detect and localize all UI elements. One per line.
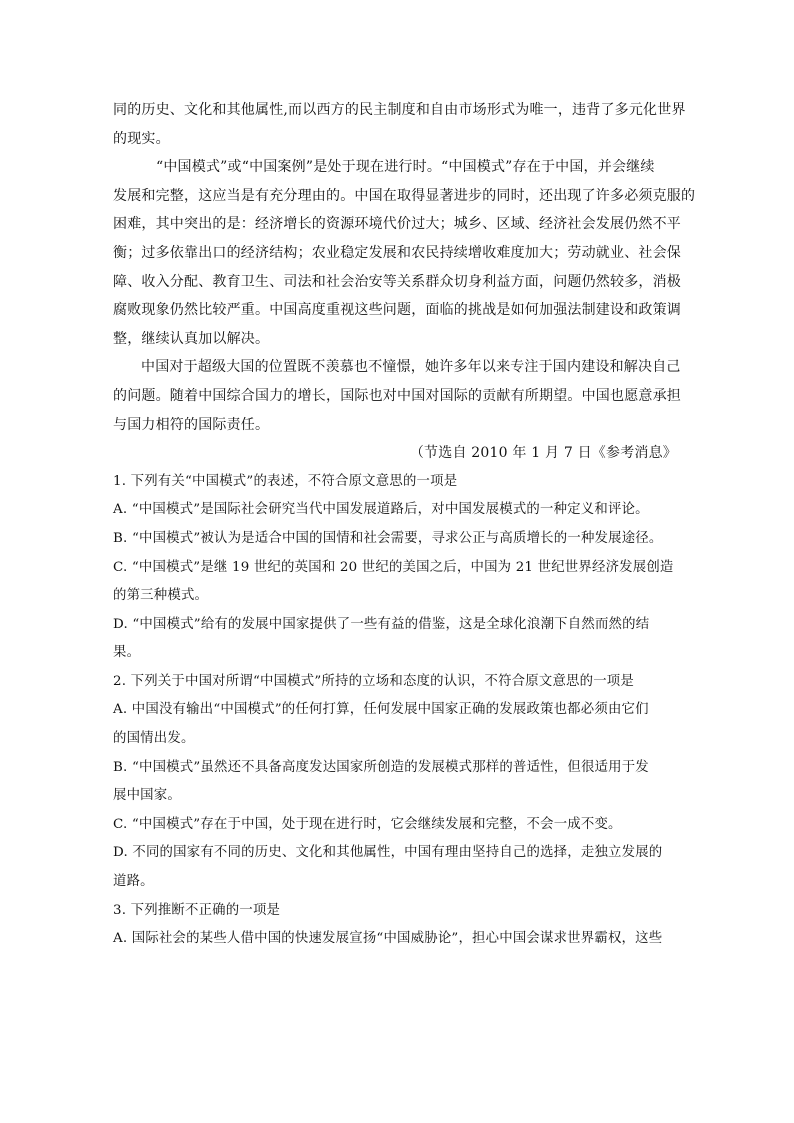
document-body xyxy=(113,96,696,954)
paragraph-line: 的问题。随着中国综合国力的增长，国际也对中国对国际的贡献有所期望。中国也愿意承担 xyxy=(113,387,681,404)
question-1-option-c: C. “中国模式”是继 19 世纪的英国和 20 世纪的美国之后，中国为 21 世纪世界经济发展创造 xyxy=(113,559,674,575)
paragraph-line: 与国力相符的国际责任。 xyxy=(113,416,270,433)
question-2-option-d-cont: 道路。 xyxy=(113,874,154,890)
paragraph-line: 发展和完整，这应当是有充分理由的。中国在取得显著进步的同时，还出现了许多必须克服的 xyxy=(113,187,696,204)
source-citation: （节选自 2010 年 1 月 7 日《参考消息》 xyxy=(409,445,677,462)
question-1-stem: 1. 下列有关“中国模式”的表述，不符合原文意思的一项是 xyxy=(113,473,458,489)
paragraph-first-line: 中国对于超级大国的位置既不羡慕也不憧憬，她许多年以来专注于国内建设和解决自己 xyxy=(141,359,681,376)
paragraph-line: 障、收入分配、教育卫生、司法和社会治安等关系群众切身利益方面，问题仍然较多，消极 xyxy=(113,273,681,290)
question-3-stem: 3. 下列推断不正确的一项是 xyxy=(113,902,281,918)
question-1-option-b: B. “中国模式”被认为是适合中国的国情和社会需要，寻求公正与高质增长的一种发展途径。 xyxy=(113,530,663,546)
question-2-option-a-cont: 的国情出发。 xyxy=(113,731,195,747)
question-2-option-b-cont: 展中国家。 xyxy=(113,788,181,804)
paragraph-line: 的现实。 xyxy=(113,130,170,147)
question-2-option-c: C. “中国模式”存在于中国，处于现在进行时，它会继续发展和完整，不会一成不变。 xyxy=(113,816,622,832)
paragraph-line: 整，继续认真加以解决。 xyxy=(113,330,270,347)
paragraph-line: 衡；过多依靠出口的经济结构；农业稳定发展和农民持续增收难度加大；劳动就业、社会保 xyxy=(113,244,681,261)
question-1-option-a: A. “中国模式”是国际社会研究当代中国发展道路后，对中国发展模式的一种定义和评论。 xyxy=(113,502,649,518)
question-3-option-a: A. 国际社会的某些人借中国的快速发展宣扬“中国威胁论”，担心中国会谋求世界霸权，这些 xyxy=(113,931,663,947)
paragraph-line: 腐败现象仍然比较严重。中国高度重视这些问题，面临的挑战是如何加强法制建设和政策调 xyxy=(113,302,681,319)
question-1-option-d: D. “中国模式”给有的发展中国家提供了一些有益的借鉴，这是全球化浪潮下自然而然的结 xyxy=(113,616,650,632)
question-1-option-d-cont: 果。 xyxy=(113,645,141,661)
question-2-option-b: B. “中国模式”虽然还不具备高度发达国家所创造的发展模式那样的普适性，但很适用于发 xyxy=(113,759,649,775)
paragraph-line: 困难，其中突出的是：经济增长的资源环境代价过大；城乡、区域、经济社会发展仍然不平 xyxy=(113,216,681,233)
paragraph-line: 同的历史、文化和其他属性,而以西方的民主制度和自由市场形式为唯一，违背了多元化世界 xyxy=(113,102,686,118)
question-1-option-c-cont: 的第三种模式。 xyxy=(113,588,209,604)
question-2-stem: 2. 下列关于中国对所谓“中国模式”所持的立场和态度的认识，不符合原文意思的一项是 xyxy=(113,673,634,689)
question-2-option-d: D. 不同的国家有不同的历史、文化和其他属性，中国有理由坚持自己的选择，走独立发展的 xyxy=(113,845,663,861)
question-2-option-a: A. 中国没有输出“中国模式”的任何打算，任何发展中国家正确的发展政策也都必须由它们 xyxy=(113,702,649,718)
paragraph-first-line: “中国模式”或“中国案例”是处于现在进行时。“中国模式”存在于中国，并会继续 xyxy=(156,159,655,176)
